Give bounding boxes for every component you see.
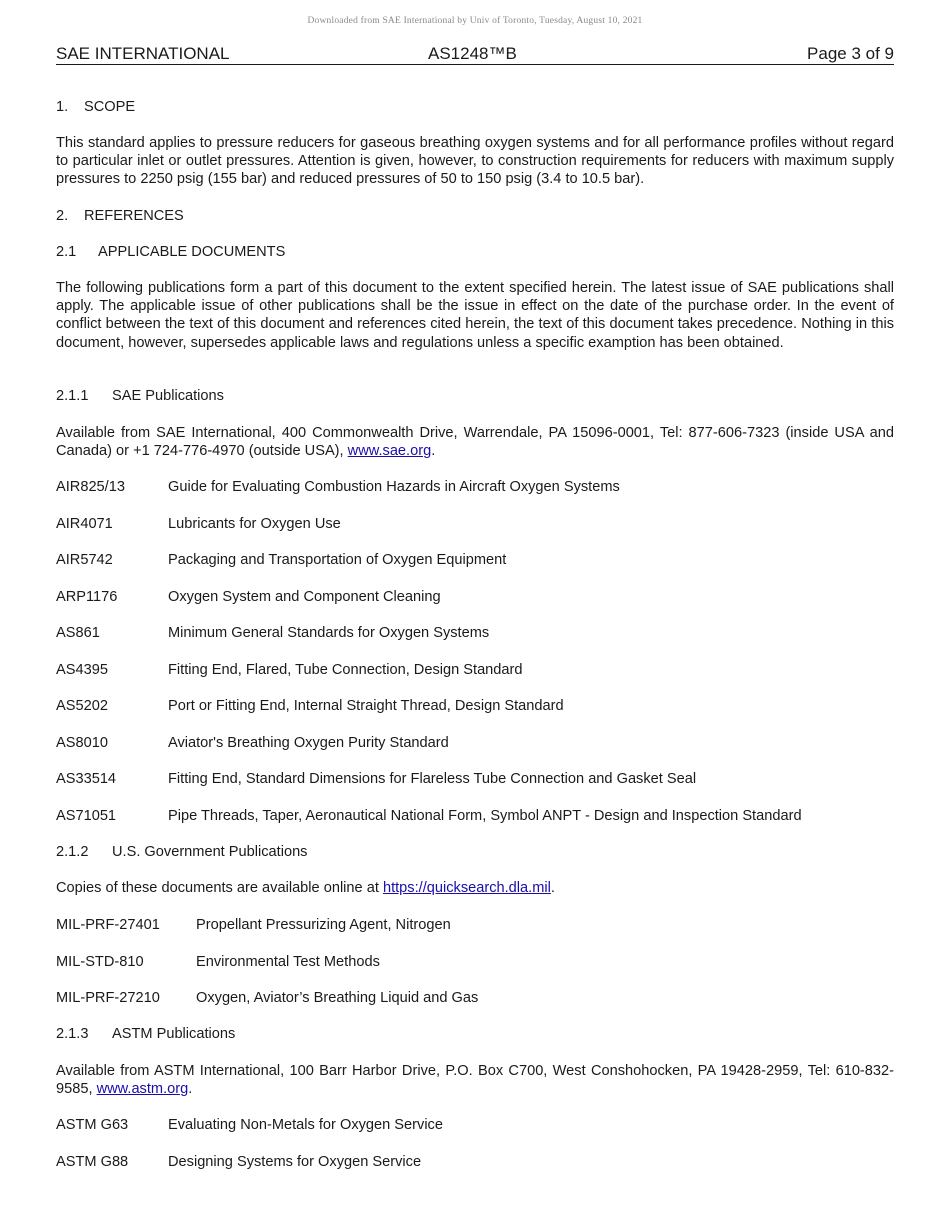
reference-code: AS33514 (56, 771, 117, 787)
section-number: 2.1.3 (56, 1026, 89, 1042)
gov-availability-text: Copies of these documents are available online at (56, 880, 383, 896)
reference-title: Designing Systems for Oxygen Service (168, 1154, 422, 1170)
reference-code: ASTM G88 (56, 1154, 129, 1170)
section-references-heading (56, 207, 184, 225)
gov-availability-end: . (550, 880, 555, 896)
gov-availability-paragraph (56, 879, 894, 897)
reference-title: Oxygen, Aviator’s Breathing Liquid and Gas (196, 990, 479, 1006)
reference-code: ARP1176 (56, 588, 118, 605)
reference-title: Fitting End, Flared, Tube Connection, Design Standard (168, 661, 523, 678)
reference-code: MIL-PRF-27210 (56, 990, 160, 1006)
reference-code: AS4395 (56, 661, 108, 678)
dla-quicksearch-link[interactable]: https://quicksearch.dla.mil (382, 880, 551, 896)
reference-title: Guide for Evaluating Combustion Hazards in Aircraft Oxygen Systems (168, 479, 620, 495)
header-doc-id: AS1248™B (428, 44, 517, 63)
reference-title: Port or Fitting End, Internal Straight Thread, Design Standard (168, 698, 564, 714)
reference-code: ASTM G63 (56, 1117, 129, 1133)
header-page-number: Page 3 of 9 (807, 44, 894, 63)
reference-code: AIR5742 (56, 552, 113, 568)
reference-title: Minimum General Standards for Oxygen Systems (168, 625, 490, 641)
reference-code: MIL-PRF-27401 (56, 917, 160, 933)
scope-paragraph: This standard applies to pressure reducers for gaseous breathing oxygen systems and for all performance profiles without regard to particular inlet or outlet pressures. Attention is given, however, to construction requirements for reducers with maximum supply pressures to 2250 psig (155 bar) and reduced pressures of 50 to 150 psig (3.4 to 10.5 bar). (56, 135, 894, 188)
applicable-paragraph: The following publications form a part of this document to the extent specified herein. The latest issue of SAE publications shall apply. The applicable issue of other publications shall be the issue in effect on the date of the purchase order. In the event of conflict between the text of this document and references cited herein, the text of this document takes precedence. Nothing in this document, however, supersedes applicable laws and regulations unless a specific examption has been obtained. (56, 280, 894, 351)
reference-title: Aviator's Breathing Oxygen Purity Standard (168, 734, 449, 751)
reference-title: Pipe Threads, Taper, Aeronautical National Form, Symbol ANPT - Design and Inspection Standard (168, 807, 802, 824)
reference-title: Propellant Pressurizing Agent, Nitrogen (196, 917, 451, 933)
astm-availability-end: . (188, 1081, 193, 1098)
reference-title: Packaging and Transportation of Oxygen Equipment (168, 552, 507, 568)
reference-code: MIL-STD-810 (56, 953, 144, 970)
section-applicable-heading (56, 243, 285, 261)
reference-title: Lubricants for Oxygen Use (168, 515, 341, 532)
section-number: 2.1.2 (56, 844, 89, 860)
section-title: REFERENCES (84, 208, 184, 224)
reference-title: Fitting End, Standard Dimensions for Flareless Tube Connection and Gasket Seal (168, 771, 697, 787)
section-title: ASTM Publications (112, 1026, 236, 1042)
download-watermark: Downloaded from SAE International by Univ of Toronto, Tuesday, August 10, 2021 (307, 16, 643, 26)
reference-code: AS8010 (56, 734, 108, 751)
section-number: 2.1.1 (56, 388, 89, 404)
reference-title: Environmental Test Methods (196, 953, 380, 970)
reference-title: Evaluating Non-Metals for Oxygen Service (168, 1117, 443, 1133)
reference-code: AIR4071 (56, 515, 113, 532)
sae-availability-end: . (431, 443, 436, 460)
reference-code: AIR825/13 (56, 479, 125, 495)
section-title: U.S. Government Publications (112, 844, 308, 860)
reference-code: AS5202 (56, 698, 108, 714)
section-title: SCOPE (84, 99, 136, 115)
sae-availability-paragraph (56, 424, 894, 460)
header-org: SAE INTERNATIONAL (56, 44, 230, 63)
section-number: 2. (56, 208, 69, 224)
section-sae-heading (56, 387, 224, 405)
section-number: 2.1 (56, 244, 77, 260)
sae-availability-text: Available from SAE International, 400 Commonwealth Drive, Warrendale, PA 15096-0001, Tel: 877-606-7323 (inside USA and Canada) or +1 724-776-4970 (outside USA), (56, 425, 894, 460)
running-header (56, 44, 894, 65)
section-number: 1. (56, 99, 69, 115)
section-title: APPLICABLE DOCUMENTS (98, 244, 286, 260)
section-gov-heading (56, 843, 307, 861)
section-title: SAE Publications (112, 388, 224, 404)
astm-website-link[interactable]: www.astm.org (96, 1081, 189, 1098)
reference-title: Oxygen System and Component Cleaning (168, 588, 441, 605)
section-scope-heading (56, 98, 135, 116)
section-astm-heading (56, 1025, 235, 1043)
astm-availability-paragraph (56, 1062, 894, 1098)
sae-website-link[interactable]: www.sae.org (347, 443, 432, 460)
astm-availability-text: Available from ASTM International, 100 Barr Harbor Drive, P.O. Box C700, West Conshohocken, PA 19428-2959, Tel: 610-832-9585, (56, 1063, 894, 1098)
reference-code: AS71051 (56, 807, 117, 824)
reference-code: AS861 (56, 625, 100, 641)
